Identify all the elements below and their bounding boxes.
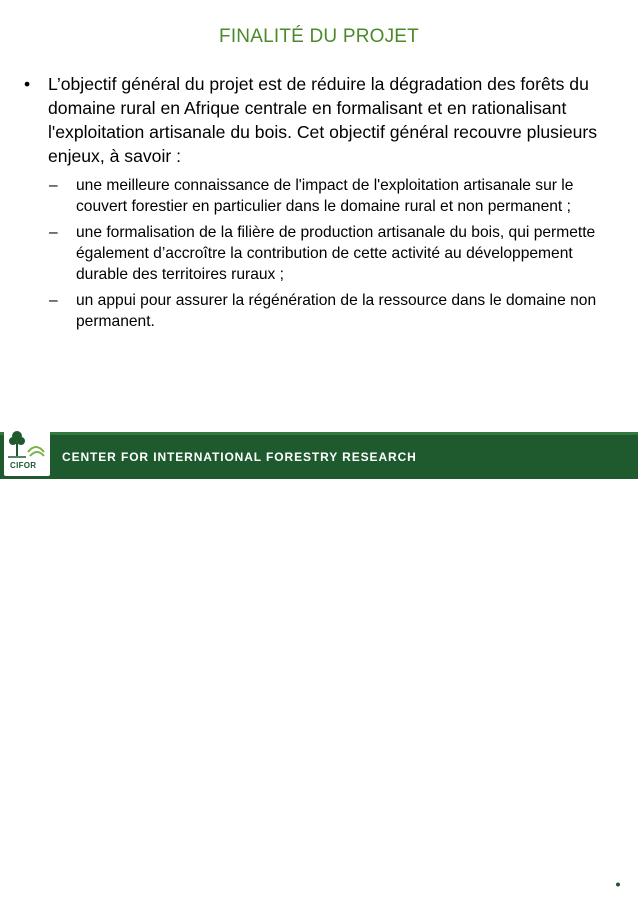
dash-marker: – [49,292,58,309]
sub-bullet-item [49,175,620,217]
sub-bullet-list [49,175,620,332]
slide-title: FINALITÉ DU PROJET [219,26,419,47]
cgiar-mark-icon [604,874,632,896]
bullet-marker: • [24,74,31,94]
organization-name: CENTER FOR INTERNATIONAL FORESTRY RESEARCH [62,450,417,464]
cifor-tree-logo-icon [4,424,50,462]
dash-marker: – [49,177,58,194]
slide-content [24,72,620,337]
sub-bullet-text: un appui pour assurer la régénération de la ressource dans le domaine non permanent. [76,292,597,330]
cifor-logo [4,424,50,476]
dash-marker: – [49,224,58,241]
main-bullet-text: L’objectif général du projet est de réduire la dégradation des forêts du domaine rural en Afrique centrale en formalisant et en rationalisant l'exploitation artisanale du bois. Cet objectif général recouvre plusieurs enjeux, à savoir : [48,74,598,166]
footer-accent-band [0,432,638,435]
sub-bullet-item [49,290,620,332]
sub-bullet-item [49,222,620,285]
cifor-logo-label: CIFOR [10,461,37,470]
cgiar-logo-label: CGIAR [608,895,628,901]
footer-bar [0,432,638,901]
main-bullet [24,72,620,168]
sub-bullet-text: une formalisation de la filière de production artisanale du bois, qui permette également d’accroître la contribution de cette activité au développement durable des territoires ruraux ; [76,224,596,283]
sub-bullet-text: une meilleure connaissance de l'impact de l'exploitation artisanale sur le couvert forestier en particulier dans le domaine rural et non permanent ; [76,177,574,215]
cgiar-logo-icon [604,874,632,906]
